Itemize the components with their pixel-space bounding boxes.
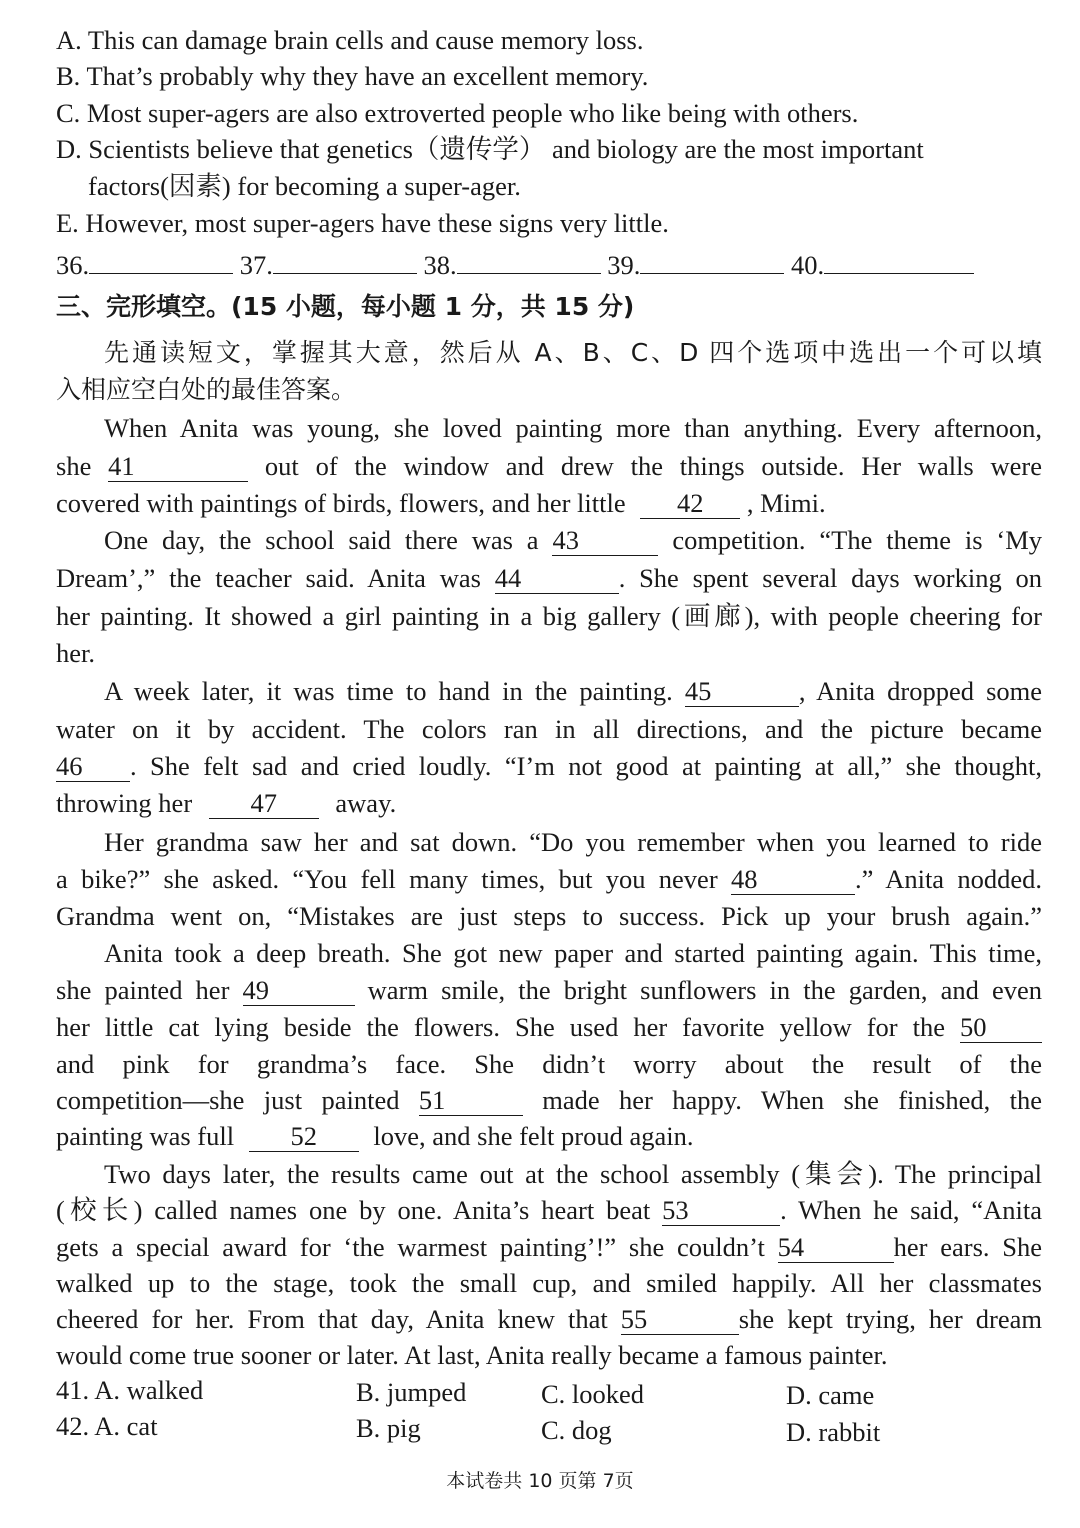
answer-blank[interactable] — [824, 243, 974, 274]
passage-line: 46 . She felt sad and cried loudly. “I’m not good at painting at all,” she thought, — [56, 751, 1042, 781]
passage-line: gets a special award for ‘the warmest painting’!” she couldn’t 54 her ears. She — [56, 1232, 1043, 1262]
blank-54[interactable]: 54 — [778, 1232, 894, 1263]
passage-line: she painted her 49 warm smile, the bright sunflowers in the garden, and even — [56, 975, 1043, 1005]
question-42-option-a[interactable]: 42. A. cat — [56, 1411, 158, 1441]
passage-line: covered with paintings of birds, flowers, and her little 42 , Mimi. — [56, 488, 826, 518]
answer-number: 39. — [607, 250, 641, 280]
passage-line: throwing her 47 away. — [56, 788, 397, 818]
option-e: E. However, most super-agers have these signs very little. — [56, 208, 669, 238]
passage-line: her little cat lying beside the flowers. She used her favorite yellow for the 50 — [56, 1009, 1042, 1045]
blank-48[interactable]: 48 — [731, 864, 855, 895]
answer-number: 38. — [423, 250, 457, 280]
blank-46[interactable]: 46 — [56, 751, 130, 782]
passage-line: cheered for her. From that day, Anita knew that 55 she kept trying, her dream — [56, 1304, 1043, 1334]
answer-blank[interactable] — [457, 243, 601, 274]
blank-42[interactable]: 42 — [640, 488, 740, 519]
section-heading: 三、完形填空。(15 小题，每小题 1 分，共 15 分) — [56, 292, 635, 321]
question-42-option-b[interactable]: B. pig — [356, 1413, 421, 1443]
question-41-option-d[interactable]: D. came — [786, 1380, 875, 1410]
answer-blank[interactable] — [89, 243, 233, 274]
blank-41[interactable]: 41 — [108, 451, 248, 482]
option-b: B. That’s probably why they have an excellent memory. — [56, 61, 649, 91]
answer-row — [56, 243, 1042, 283]
blank-49[interactable]: 49 — [243, 975, 355, 1006]
passage-line: walked up to the stage, took the small cup, and smiled happily. All her classmates — [56, 1268, 1042, 1298]
blank-53[interactable]: 53 — [662, 1195, 780, 1226]
answer-blank[interactable] — [273, 243, 417, 274]
passage-line: Two days later, the results came out at the school assembly (集会). The principal — [104, 1159, 1042, 1189]
passage-line: painting was full 52 love, and she felt proud again. — [56, 1121, 694, 1151]
blank-45[interactable]: 45 — [685, 676, 799, 707]
blank-47[interactable]: 47 — [209, 788, 319, 819]
blank-43[interactable]: 43 — [552, 525, 658, 556]
passage-line: her. — [56, 638, 95, 668]
passage-line: and pink for grandma’s face. She didn’t worry about the result of the — [56, 1049, 1042, 1079]
passage-line: Dream’,” the teacher said. Anita was 44 . She spent several days working on — [56, 563, 1043, 593]
passage-line: would come true sooner or later. At last, Anita really became a famous painter. — [56, 1340, 888, 1370]
passage-line: Grandma went on, “Mistakes are just steps to success. Pick up your brush again.” — [56, 901, 1042, 931]
blank-55[interactable]: 55 — [621, 1304, 739, 1335]
answer-number: 36. — [56, 250, 90, 280]
passage-line: Her grandma saw her and sat down. “Do you remember when you learned to ride — [104, 827, 1042, 857]
passage-line: A week later, it was time to hand in the painting. 45 , Anita dropped some — [104, 676, 1043, 706]
passage-line: One day, the school said there was a 43 competition. “The theme is ‘My — [104, 525, 1043, 555]
page-footer — [0, 1466, 1080, 1493]
option-a: A. This can damage brain cells and cause memory loss. — [56, 25, 644, 55]
question-41-option-b[interactable]: B. jumped — [356, 1377, 467, 1407]
answer-blank[interactable] — [640, 243, 784, 274]
passage-line: Anita took a deep breath. She got new paper and started painting again. This time, — [104, 938, 1042, 968]
instruction-line-2: 入相应空白处的最佳答案。 — [56, 375, 357, 404]
question-41-option-c[interactable]: C. looked — [541, 1379, 645, 1409]
option-c: C. Most super-agers are also extroverted people who like being with others. — [56, 98, 859, 128]
answer-number: 37. — [239, 250, 273, 280]
question-42-option-d[interactable]: D. rabbit — [786, 1417, 881, 1447]
page-number-text: 本试卷共 10 页第 7页 — [446, 1470, 634, 1492]
option-d: D. Scientists believe that genetics（遗传学） and biology are the most important — [56, 134, 924, 164]
passage-line: competition—she just painted 51 made her happy. When she finished, the — [56, 1085, 1042, 1115]
blank-52[interactable]: 52 — [249, 1121, 359, 1152]
blank-51[interactable]: 51 — [419, 1085, 523, 1116]
passage-line: her painting. It showed a girl painting in a big gallery (画廊), with people cheering for — [56, 601, 1042, 631]
question-42-option-c[interactable]: C. dog — [541, 1415, 612, 1445]
passage-line: a bike?” she asked. “You fell many times, but you never 48 .” Anita nodded. — [56, 864, 1043, 894]
blank-50[interactable]: 50 — [960, 1012, 1042, 1043]
option-d-cont: factors(因素) for becoming a super-ager. — [88, 171, 521, 201]
passage-line: water on it by accident. The colors ran in all directions, and the picture became — [56, 714, 1042, 744]
passage-line: (校长) called names one by one. Anita’s heart beat 53 . When he said, “Anita — [56, 1195, 1042, 1225]
passage-line: When Anita was young, she loved painting more than anything. Every afternoon, — [104, 413, 1042, 443]
passage-line: she 41 out of the window and drew the things outside. Her walls were — [56, 451, 1043, 481]
instruction-line-1: 先通读短文，掌握其大意，然后从 A、B、C、D 四个选项中选出一个可以填 — [104, 338, 1042, 367]
answer-number: 40. — [791, 250, 825, 280]
blank-44[interactable]: 44 — [495, 563, 619, 594]
question-41-option-a[interactable]: 41. A. walked — [56, 1375, 204, 1405]
